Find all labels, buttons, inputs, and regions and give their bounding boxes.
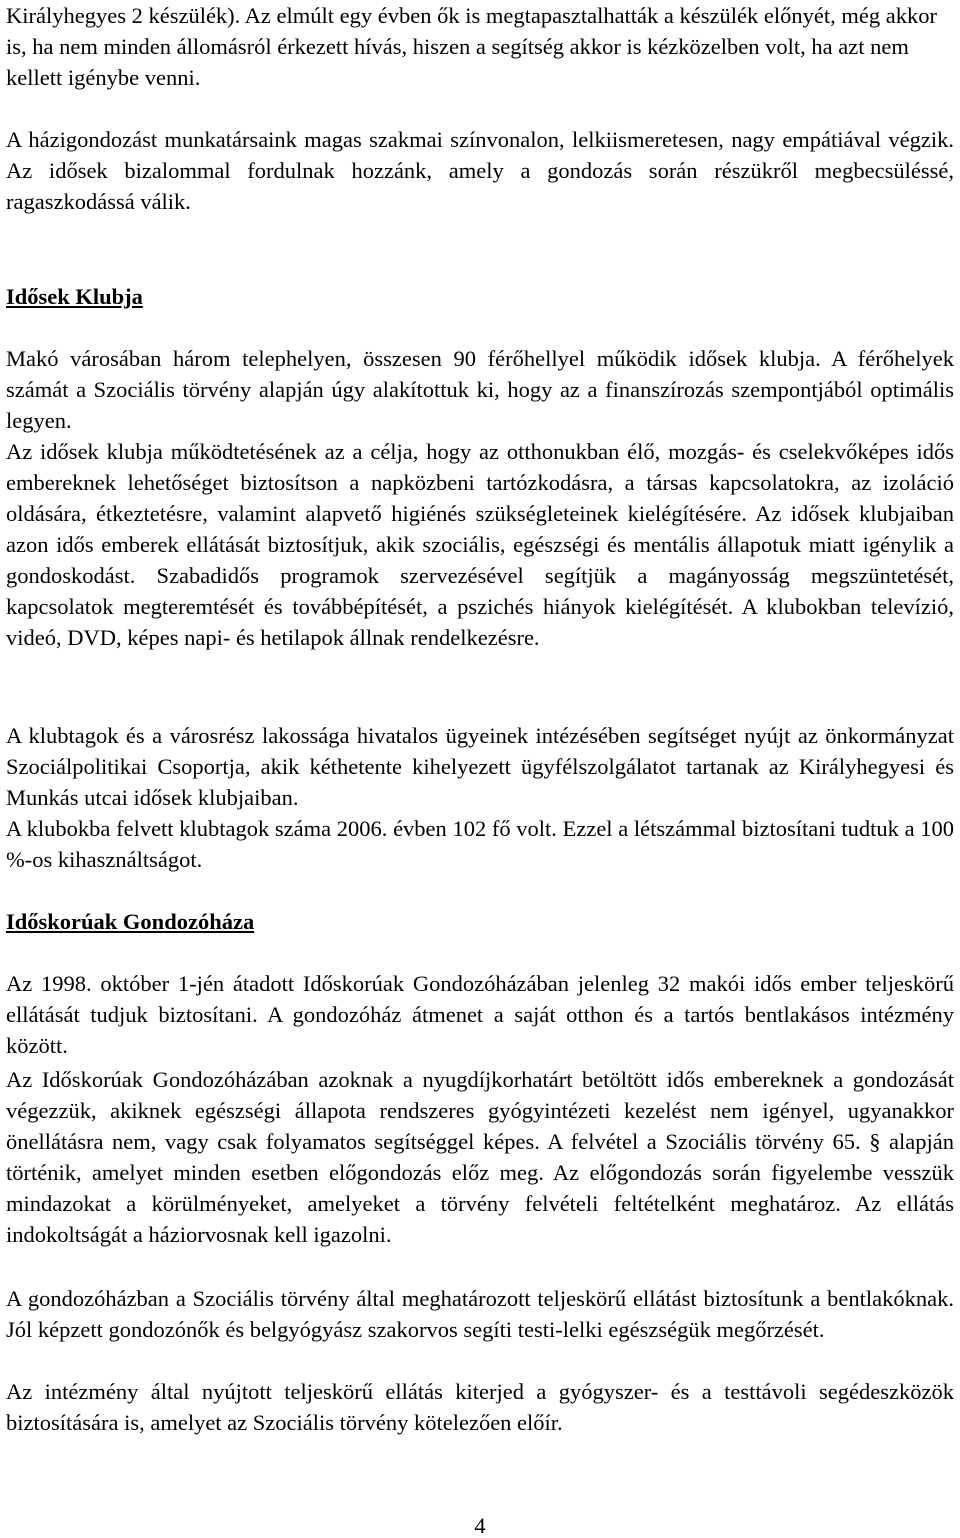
paragraph-home-2: Az Időskorúak Gondozóházában azoknak a nyugdíjkorhatárt betöltött idős embereknek a gondozását végezzük, akiknek egészségi állapota rendszeres gyógyintézeti kezelést nem igényel, ugyanakkor önellátásra nem, vagy csak folyamatos segítséggel képes. A felvétel a Szociális törvény 65. § alapján történik, amelyet minden esetben előgondozás előz meg. Az előgondozás során figyelembe vesszük mindazokat a körülményeket, amelyeket a törvény felvételi feltételként meghatároz. Az ellátás indokoltságát a háziorvosnak kell igazolni.: [6, 1067, 954, 1247]
paragraph-club-1: Makó városában három telephelyen, összesen 90 férőhellyel működik idősek klubja. A férőhelyek számát a Szociális törvény alapján úgy alakítottuk ki, hogy az a finanszírozás szempontjából optimális legyen.: [6, 346, 954, 433]
paragraph-home-1: Az 1998. október 1-jén átadott Időskorúak Gondozóházában jelenleg 32 makói idős ember teljeskörű ellátását tudjuk biztosítani. A gondozóház átmenet a saját otthon és a tartós bentlakásos intézmény között.: [6, 971, 954, 1058]
heading-care-home: Időskorúak Gondozóháza: [6, 909, 255, 934]
page-number: 4: [474, 1513, 486, 1538]
heading-elderly-club: Idősek Klubja: [6, 284, 143, 309]
paragraph-home-3: A gondozóházban a Szociális törvény által meghatározott teljeskörű ellátást biztosítunk a bentlakóknak. Jól képzett gondozónők és belgyógyász szakorvos segíti testi-lelki egészségük megőrzését.: [6, 1286, 954, 1342]
paragraph-intro-1: Királyhegyes 2 készülék). Az elmúlt egy évben ők is megtapasztalhatták a készülék előnyét, még akkor is, ha nem minden állomásról érkezett hívás, hiszen a segítség akkor is kézközelben volt, ha azt nem kellett igénybe venni.: [6, 3, 937, 90]
paragraph-club-3: A klubtagok és a városrész lakossága hivatalos ügyeinek intézésében segítséget nyújt az önkormányzat Szociálpolitikai Csoportja, akik kéthetente kihelyezett ügyfélszolgálatot tartanak az Királyhegyesi és Munkás utcai idősek klubjaiban.: [6, 723, 954, 810]
paragraph-home-4: Az intézmény által nyújtott teljeskörű ellátás kiterjed a gyógyszer- és a testtávoli segédeszközök biztosítására is, amelyet az Szociális törvény kötelezően előír.: [6, 1379, 954, 1435]
paragraph-club-2: Az idősek klubja működtetésének az a célja, hogy az otthonukban élő, mozgás- és cselekvőképes idős embereknek lehetőséget biztosítson a napközbeni tartózkodásra, a társas kapcsolatokra, az izoláció oldására, étkeztetésre, valamint alapvető higiénés szükségleteinek kielégítésére. Az idősek klubjaiban azon idős emberek ellátását biztosítjuk, akik szociális, egészségi és mentális állapotuk miatt igénylik a gondoskodást. Szabadidős programok szervezésével segítjük a magányosság megszüntetését, kapcsolatok megteremtését és továbbépítését, a pszichés hiányok kielégítését. A klubokban televízió, videó, DVD, képes napi- és hetilapok állnak rendelkezésre.: [6, 439, 954, 650]
paragraph-club-4: A klubokba felvett klubtagok száma 2006. évben 102 fő volt. Ezzel a létszámmal biztosítani tudtuk a 100 %-os kihasználtságot.: [6, 816, 954, 872]
paragraph-intro-2: A házigondozást munkatársaink magas szakmai színvonalon, lelkiismeretesen, nagy empátiával végzik. Az idősek bizalommal fordulnak hozzánk, amely a gondozás során részükről megbecsüléssé, ragaszkodássá válik.: [6, 127, 954, 214]
